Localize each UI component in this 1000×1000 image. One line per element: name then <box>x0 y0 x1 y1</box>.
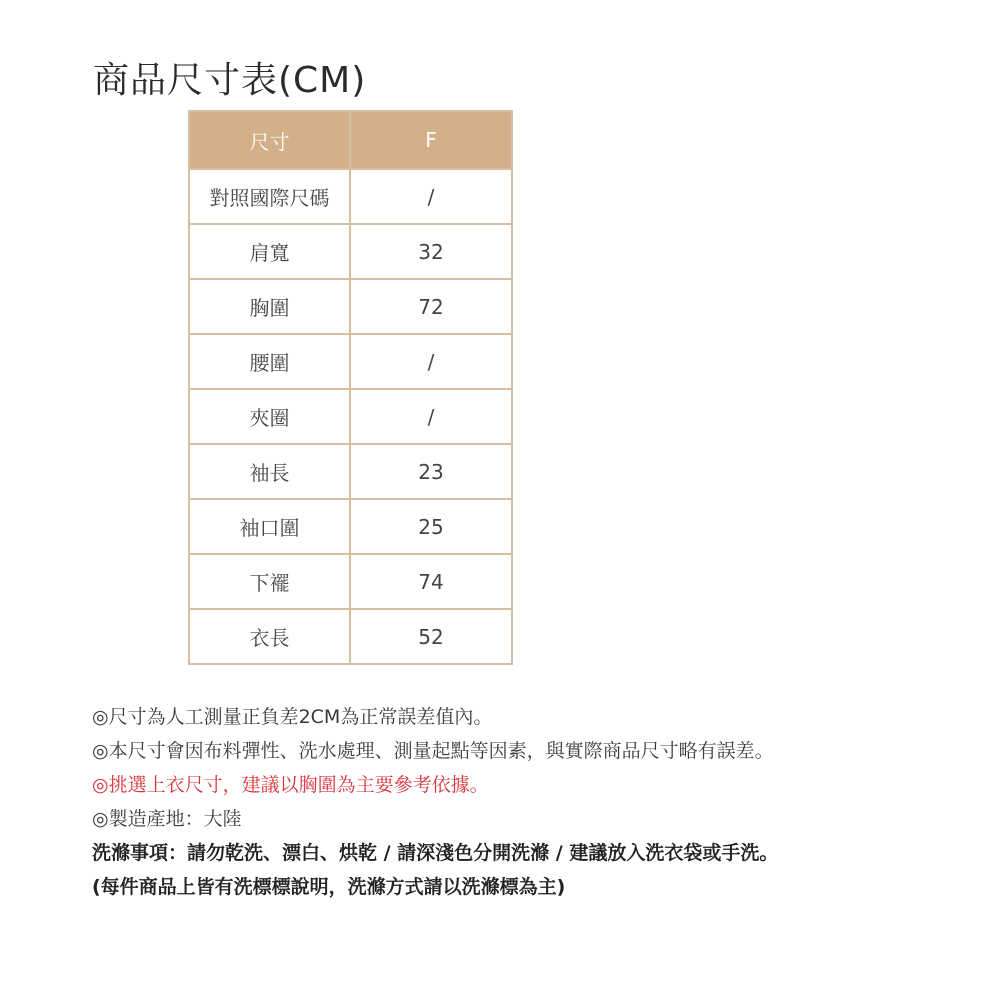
row-label: 衣長 <box>189 609 350 664</box>
table-row <box>189 389 512 444</box>
table-row <box>189 444 512 499</box>
table-header-row <box>189 111 512 169</box>
row-value: / <box>350 169 512 224</box>
row-value: 32 <box>350 224 512 279</box>
washing-label-note: (每件商品上皆有洗標標說明，洗滌方式請以洗滌標為主) <box>92 876 566 898</box>
row-value: / <box>350 334 512 389</box>
row-label: 胸圍 <box>189 279 350 334</box>
washing-instructions: 洗滌事項：請勿乾洗、漂白、烘乾 / 請深淺色分開洗滌 / 建議放入洗衣袋或手洗。 <box>92 842 779 864</box>
row-value: 25 <box>350 499 512 554</box>
row-value: 52 <box>350 609 512 664</box>
table-row <box>189 169 512 224</box>
row-label: 下襬 <box>189 554 350 609</box>
note-chest-recommendation: ◎挑選上衣尺寸，建議以胸圍為主要參考依據。 <box>92 774 489 796</box>
header-label-cell: 尺寸 <box>189 111 350 169</box>
size-table <box>188 110 513 665</box>
row-value: 74 <box>350 554 512 609</box>
row-value: / <box>350 389 512 444</box>
table-row <box>189 609 512 664</box>
row-label: 袖口圍 <box>189 499 350 554</box>
table-row <box>189 554 512 609</box>
row-value: 23 <box>350 444 512 499</box>
row-value: 72 <box>350 279 512 334</box>
row-label: 對照國際尺碼 <box>189 169 350 224</box>
page-title: 商品尺寸表(CM) <box>93 60 367 101</box>
note-origin: ◎製造產地：大陸 <box>92 808 242 830</box>
header-size-cell: F <box>350 111 512 169</box>
row-label: 腰圍 <box>189 334 350 389</box>
row-label: 夾圈 <box>189 389 350 444</box>
table-row <box>189 499 512 554</box>
note-measurement-tolerance: ◎尺寸為人工測量正負差2CM為正常誤差值內。 <box>92 706 493 728</box>
row-label: 肩寬 <box>189 224 350 279</box>
note-fabric-variance: ◎本尺寸會因布料彈性、洗水處理、測量起點等因素，與實際商品尺寸略有誤差。 <box>92 740 774 762</box>
table-row <box>189 334 512 389</box>
row-label: 袖長 <box>189 444 350 499</box>
table-row <box>189 224 512 279</box>
notes-section <box>92 700 992 904</box>
table-row <box>189 279 512 334</box>
